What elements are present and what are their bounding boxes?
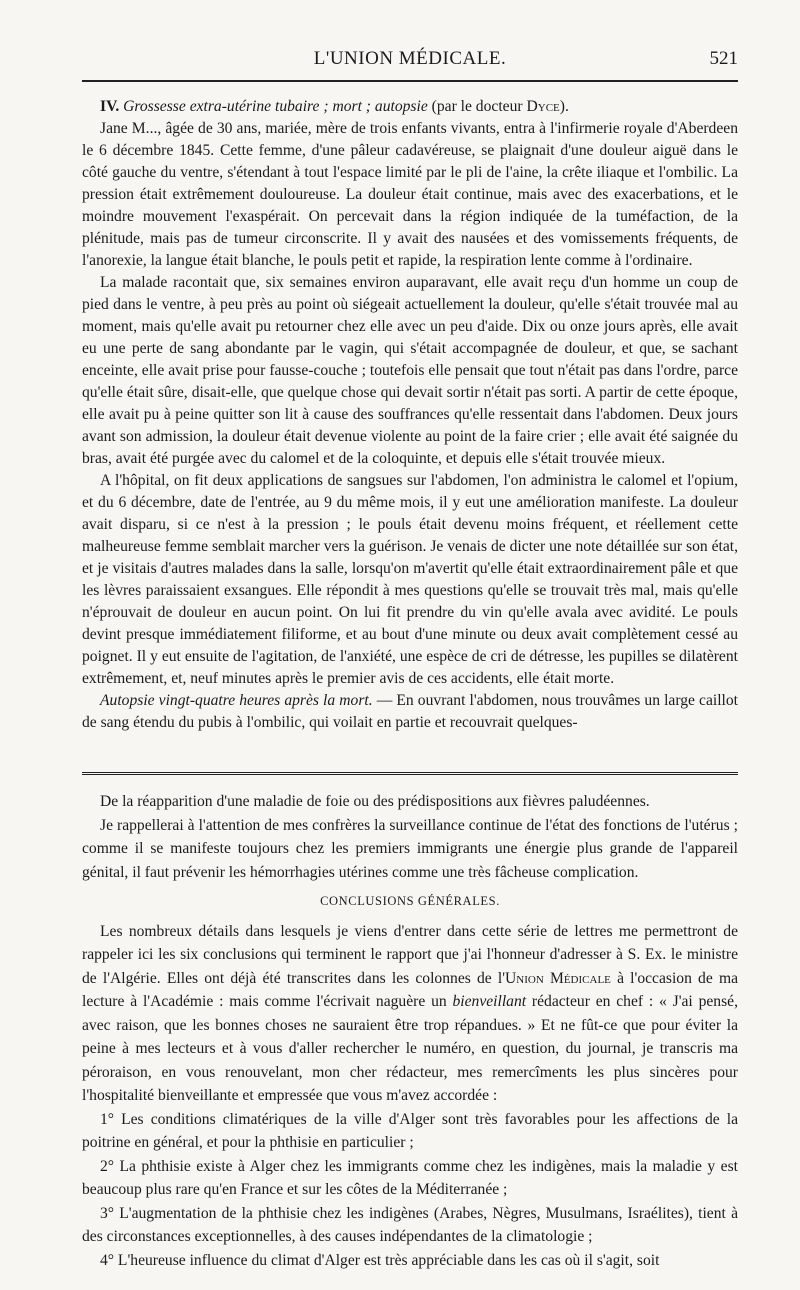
running-header <box>82 48 738 74</box>
conclusion-item: 2° La phthisie existe à Alger chez les immigrants comme chez les indigènes, mais la maladie y est beaucoup plus rare qu'en France et sur les côtes de la Méditerranée ; <box>82 1157 738 1198</box>
conclusions-intro-paragraph <box>82 920 738 1108</box>
conclusion-item: 4° L'heureuse influence du climat d'Alger est très appréciable dans les cas où il s'agit, soit <box>100 1251 660 1269</box>
case-paragraph: A l'hôpital, on fit deux applications de sangsues sur l'abdomen, l'on administra le calomel et l'opium, et du 6 décembre, date de l'entrée, au 9 du même mois, il y eut une amélioration manifeste. La douleur avait disparu, si ce n'est à la pression ; le pouls était devenu moins fréquent, et réellement cette malheureuse femme semblait marcher vers la guérison. Je venais de dicter une note détaillée sur son état, et je visitais d'autres malades dans la salle, lorsqu'on m'avertit qu'elle était extraordinairement pâle et que les lèvres paraissaient exsangues. Elle répondit à mes questions qu'elle se trouvait très mal, mais qu'elle n'éprouvait de douleur en aucun point. On lui fit prendre du vin qu'elle avala avec avidité. Le pouls devint presque immédiatement filiforme, et au bout d'une minute ou deux avait complètement cessé au poignet. Il y eut ensuite de l'agitation, de l'anxiété, une espèce de cri de détresse, les pupilles se dilatèrent extrêmement, et, neuf minutes après le premier avis de ces accidents, elle était morte. <box>82 472 738 687</box>
case-heading <box>82 96 738 118</box>
case-author-prefix: (par le docteur <box>431 98 523 115</box>
autopsy-text: — En ouvrant l'abdomen, nous trouvâmes un large caillot de sang étendu du pubis à l'ombilic, qui voilait en partie et recouvrait quelques- <box>82 692 739 731</box>
case-paragraph: Jane M..., âgée de 30 ans, mariée, mère de trois enfants vivants, entra à l'infirmerie royale d'Aberdeen le 6 décembre 1845. Cette femme, d'une pâleur cadavéreuse, se plaignait d'une douleur aiguë dans le côté gauche du ventre, s'étendant à tout l'espace limité par le pli de l'aine, la crête iliaque et l'ombilic. La pression était extrêmement douloureuse. La douleur était continue, mais avec des exacerbations, et le moindre mouvement l'exaspérait. On percevait dans la région indiquée de la tuméfaction, de la plénitude, mais pas de tumeur circonscrite. Il y avait des nausées et des vomissements fréquents, de l'anorexie, la langue était blanche, le pouls petit et rapide, la respiration lente comme à l'ordinaire. <box>82 120 738 269</box>
case-author-name: Dyce <box>526 98 560 115</box>
bienveillant-word: bienveillant <box>452 993 527 1010</box>
section-separator <box>82 772 738 775</box>
autopsy-lead: Autopsie vingt-quatre heures après la mort. <box>100 692 373 709</box>
running-title: L'UNION MÉDICALE. <box>313 48 507 69</box>
autopsy-paragraph <box>82 690 738 734</box>
conclusions-intro-text-2: à l'occasion de ma lecture à l'Académie : mais comme l'écrivait naguère un <box>82 969 738 1010</box>
conclusions-intro-text: Les nombreux détails dans lesquels je viens d'entrer dans cette série de lettres me permettront de rappeler ici les six conclusions qui terminent le rapport que j'ai l'honneur d'adresser à S. Ex. le ministre de l'Algérie. Elles ont déjà été transcrites dans les colonnes de l' <box>82 922 738 987</box>
letter-paragraph: De la réapparition d'une maladie de foie ou des prédispositions aux fièvres paludéennes. <box>100 793 650 810</box>
case-author-suffix: ). <box>559 98 569 115</box>
case-report-column <box>82 96 738 734</box>
conclusion-item: 3° L'augmentation de la phthisie chez les indigènes (Arabes, Nègres, Musulmans, Israélites), tient à des circonstances exceptionnelles, à des causes indépendantes de la climatologie ; <box>82 1204 738 1245</box>
journal-name: Union Médicale <box>505 969 611 987</box>
section-title: CONCLUSIONS GÉNÉRALES. <box>320 894 500 908</box>
conclusions-intro-text-3: rédacteur en chef : « J'ai pensé, avec raison, que les bonnes choses ne sauraient être trop répandues. » Et ne fût-ce que pour éviter la peine à mes lecteurs et à vous d'aller rechercher le numéro, en question, du journal, je transcris ma péroraison, en vous renouvelant, mon cher rédacteur, mes remercîments les plus sincères pour l'hospitalité bienveillante et empressée que vous m'avez accordée : <box>82 993 738 1104</box>
case-number: IV. <box>100 98 120 115</box>
letter-paragraph: Je rappellerai à l'attention de mes confrères la surveillance continue de l'état des fonctions de l'utérus ; comme il se manifeste toujours chez les premiers immigrants une énergie plus grande de l'appareil génital, il faut prévenir les hémorrhagies utérines comme une très fâcheuse complication. <box>82 816 738 881</box>
page-number: 521 <box>709 48 738 69</box>
conclusion-item: 1° Les conditions climatériques de la ville d'Alger sont très favorables pour les affections de la poitrine en général, et pour la phthisie en particulier ; <box>82 1110 738 1151</box>
header-rule <box>82 80 738 82</box>
case-paragraph: La malade racontait que, six semaines environ auparavant, elle avait reçu d'un homme un coup de pied dans le ventre, à peu près au point où siégeait actuellement la douleur, qu'elle s'était trouvée mal au moment, mais qu'elle avait pu retourner chez elle avec un peu d'aide. Dix ou onze jours après, elle avait eu une perte de sang abondante par le vagin, qui s'était accompagnée de douleur, et que, se sachant enceinte, elle avait prise pour fausse-couche ; toutefois elle pensait que tout n'était pas dans l'ordre, parce qu'elle était sûre, disait-elle, que quelque chose qui devait sortir n'était pas sorti. A partir de cette époque, elle avait pu à peine quitter son lit à cause des souffrances qu'elle ressentait dans l'abdomen. Deux jours avant son admission, la douleur était devenue violente au point de la faire crier ; elle avait été saignée du bras, avait été purgée avec du calomel et de la coloquinte, et depuis elle s'était trouvée mieux. <box>82 274 738 467</box>
case-title: Grossesse extra-utérine tubaire ; mort ; autopsie <box>123 98 428 115</box>
letter-column <box>82 790 738 1272</box>
